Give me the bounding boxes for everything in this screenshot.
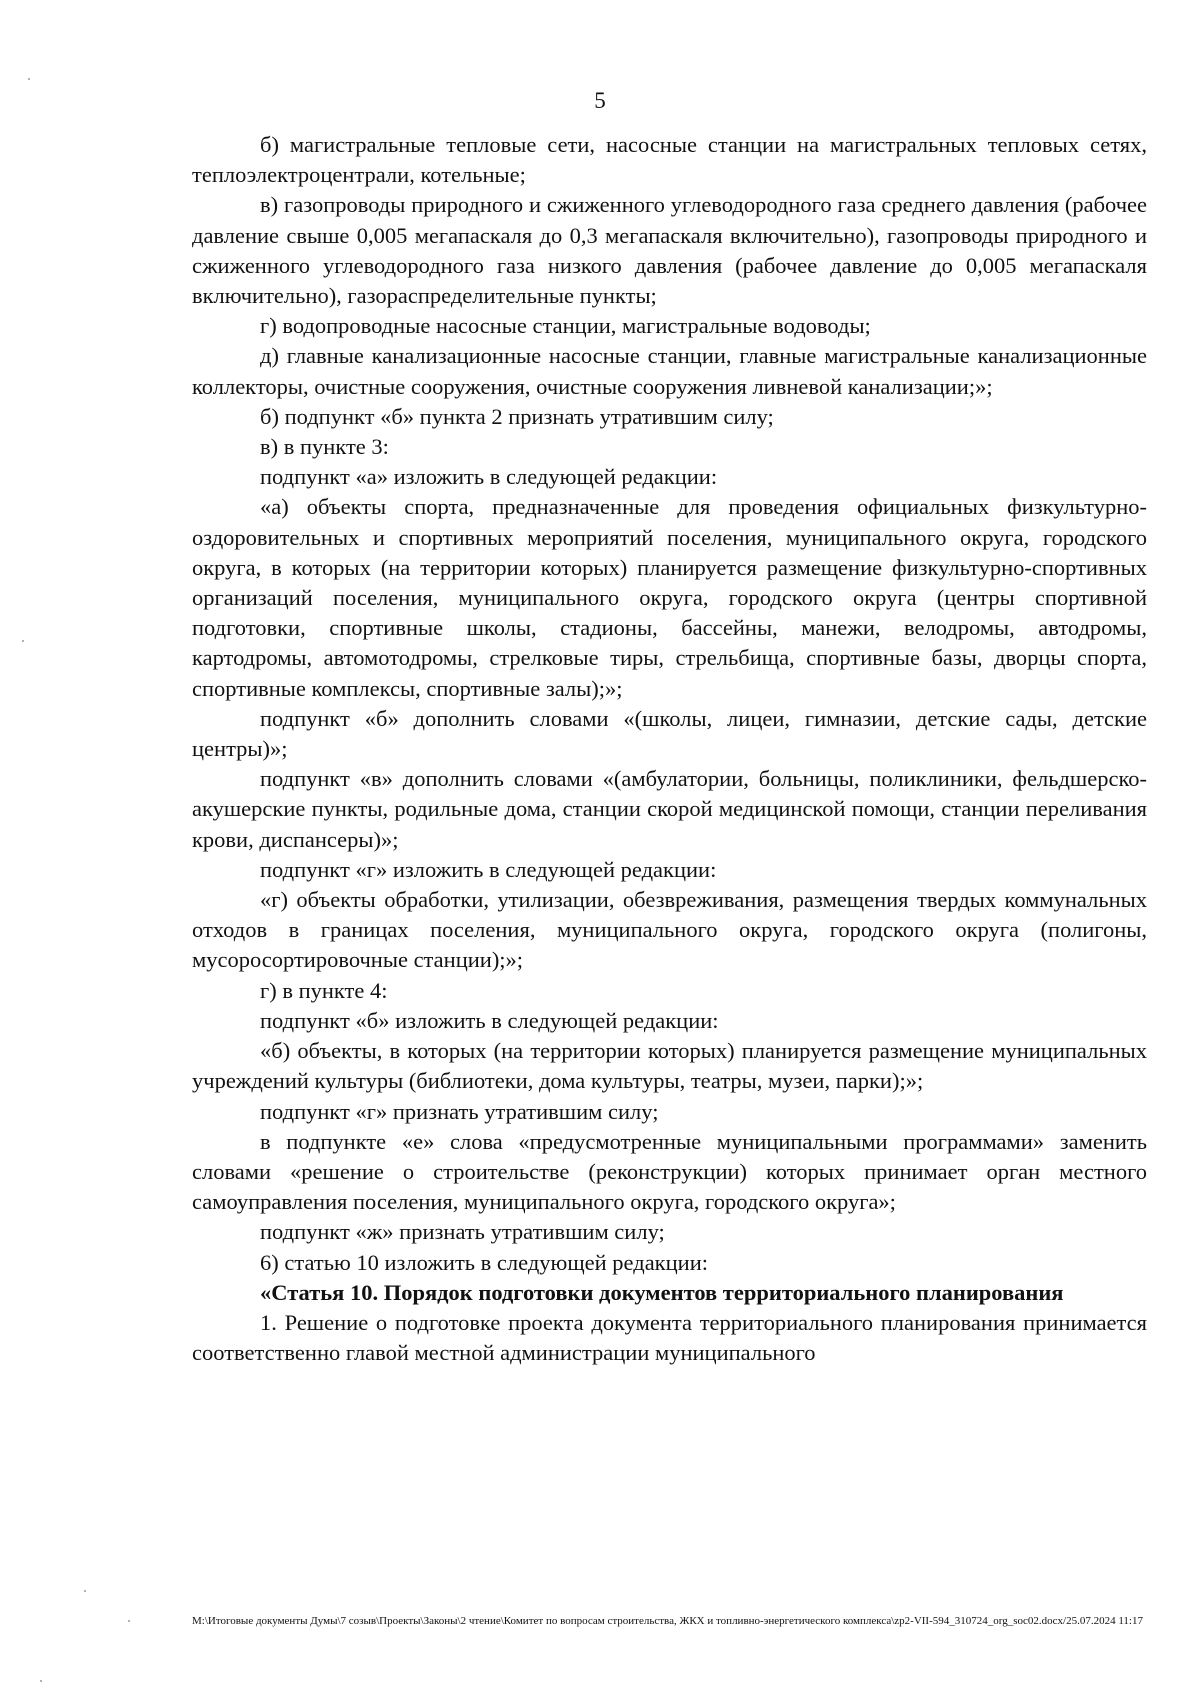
scan-speck (128, 1620, 130, 1622)
paragraph-subpoint-v-medical: подпункт «в» дополнить словами «(амбулатории, больницы, поликлиники, фельдшерско-акушерские пункты, родильные дома, станции скорой медицинской помощи, станции переливания крови, диспансеры)»; (192, 766, 1147, 852)
paragraph-subpoint-g-edit: подпункт «г» изложить в следующей редакции: (260, 856, 717, 882)
paragraph-b-point-2: б) подпункт «б» пункта 2 признать утратившим силу; (260, 403, 774, 429)
paragraph-subpoint-a-edit: подпункт «а» изложить в следующей редакции: (260, 464, 718, 490)
scan-speck (28, 78, 30, 80)
paragraph-subpoint-b-edit: подпункт «б» изложить в следующей редакции: (260, 1007, 719, 1033)
paragraph-g-water-stations: г) водопроводные насосные станции, магистральные водоводы; (260, 313, 871, 339)
paragraph-d-sewerage: д) главные канализационные насосные станции, главные магистральные канализационные коллекторы, очистные сооружения, очистные сооружения ливневой канализации;»; (192, 343, 1147, 399)
page-number: 5 (594, 88, 606, 113)
paragraph-v-gas-pipelines: в) газопроводы природного и сжиженного углеводородного газа среднего давления (рабочее давление свыше 0,005 мегапаскаля до 0,3 мегапаскаля включительно), газопроводы природного и сжиженного углеводородного газа низкого давления (рабочее давление до 0,005 мегапаскаля включительно), газораспределительные пункты; (192, 192, 1147, 309)
paragraph-waste-objects: «г) объекты обработки, утилизации, обезвреживания, размещения твердых коммунальных отходов в границах поселения, муниципального округа, городского округа (полигоны, мусоросортировочные станции);»; (192, 887, 1147, 973)
paragraph-subpoint-b-schools: подпункт «б» дополнить словами «(школы, лицеи, гимназии, детские сады, детские центры)»; (192, 705, 1147, 762)
paragraph-subpoint-zh-void: подпункт «ж» признать утратившим силу; (260, 1219, 665, 1245)
footer-file-path: M:\Итоговые документы Думы\7 созыв\Проекты\Законы\2 чтение\Комитет по вопросам строительства, ЖКХ и топливно-энергетического комплекса\zp2-VII-594_310724_org_soc02.docx/25.07.2024 11:17 (192, 1615, 1143, 1627)
paragraph-b-heat-networks: б) магистральные тепловые сети, насосные станции на магистральных тепловых сетях, теплоэлектроцентрали, котельные; (192, 132, 1147, 188)
article-10-heading: «Статья 10. Порядок подготовки документов территориального планирования (260, 1279, 1064, 1305)
article-10-paragraph-1: 1. Решение о подготовке проекта документа территориального планирования принимается соответственно главой местной администрации муниципального (192, 1309, 1147, 1366)
scan-speck (22, 640, 24, 642)
paragraph-subpoint-e-replace: в подпункте «е» слова «предусмотренные муниципальными программами» заменить словами «решение о строительстве (реконструкции) которых принимает орган местного самоуправления поселения, муниципального округа, городского округа»; (192, 1128, 1147, 1215)
scan-speck (84, 1590, 86, 1592)
paragraph-subpoint-g-void: подпункт «г» признать утратившим силу; (260, 1098, 659, 1124)
paragraph-sport-objects: «а) объекты спорта, предназначенные для проведения официальных физкультурно-оздоровительных и спортивных мероприятий поселения, муниципального округа, городского округа, в которых (на территории которых) планируется размещение физкультурно-спортивных организаций поселения, муниципального округа, городского округа (центры спортивной подготовки, спортивные школы, стадионы, бассейны, манежи, велодромы, автодромы, картодромы, автомотодромы, стрелковые тиры, стрельбища, спортивные базы, дворцы спорта, спортивные комплексы, спортивные залы);»; (192, 494, 1147, 701)
scan-speck (40, 1680, 42, 1682)
paragraph-v-point-3: в) в пункте 3: (260, 434, 389, 460)
paragraph-culture-objects: «б) объекты, в которых (на территории которых) планируется размещение муниципальных учреждений культуры (библиотеки, дома культуры, театры, музеи, парки);»; (192, 1038, 1147, 1094)
document-body (192, 130, 1147, 1368)
paragraph-article-10-edit: 6) статью 10 изложить в следующей редакции: (260, 1249, 708, 1275)
paragraph-g-point-4: г) в пункте 4: (260, 977, 388, 1003)
